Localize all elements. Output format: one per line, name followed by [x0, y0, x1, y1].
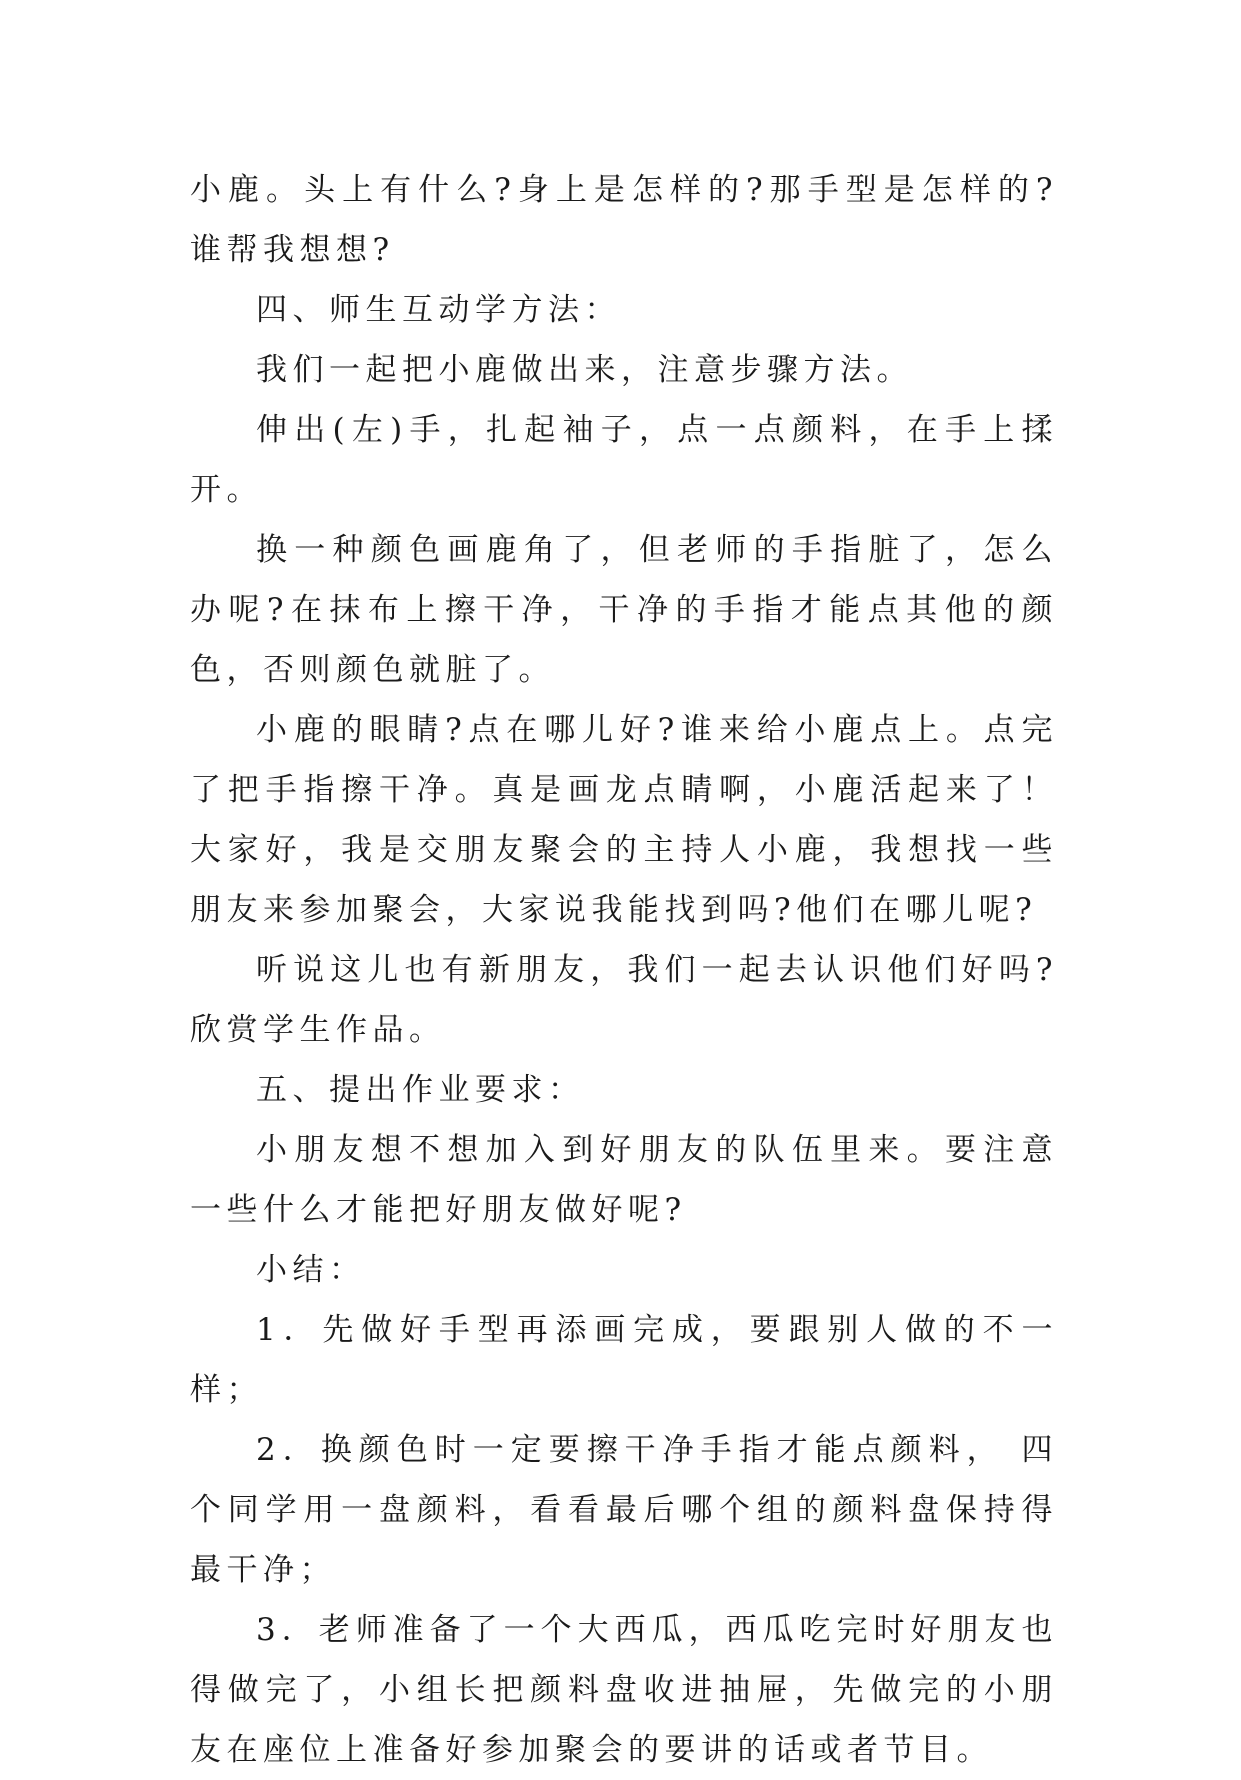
paragraph-10: 小结： — [256, 1252, 366, 1288]
paragraph-4: 伸出(左)手，扎起袖子，点一点颜料，在手上揉开。 — [190, 412, 1058, 508]
paragraph-6: 小鹿的眼睛?点在哪儿好?谁来给小鹿点上。点完了把手指擦干净。真是画龙点睛啊，小鹿活起来了！大家好，我是交朋友聚会的主持人小鹿，我想找一些朋友来参加聚会，大家说我能找到吗?他们在哪儿呢? — [190, 712, 1058, 928]
paragraph-13: 3．老师准备了一个大西瓜，西瓜吃完时好朋友也得做完了，小组长把颜料盘收进抽屉，先做完的小朋友在座位上准备好参加聚会的要讲的话或者节目。 — [190, 1612, 1058, 1768]
paragraph-7: 听说这儿也有新朋友，我们一起去认识他们好吗?欣赏学生作品。 — [190, 952, 1058, 1048]
document-body — [190, 160, 1058, 1780]
paragraph-5: 换一种颜色画鹿角了，但老师的手指脏了，怎么办呢?在抹布上擦干净，干净的手指才能点其他的颜色，否则颜色就脏了。 — [190, 532, 1058, 688]
paragraph-8: 五、提出作业要求： — [256, 1072, 585, 1108]
paragraph-3: 我们一起把小鹿做出来，注意步骤方法。 — [256, 352, 913, 388]
paragraph-11: 1．先做好手型再添画完成，要跟别人做的不一样； — [190, 1312, 1058, 1408]
paragraph-9: 小朋友想不想加入到好朋友的队伍里来。要注意一些什么才能把好朋友做好呢? — [190, 1132, 1058, 1228]
paragraph-1: 小鹿。头上有什么?身上是怎样的?那手型是怎样的?谁帮我想想? — [190, 172, 1058, 268]
paragraph-2: 四、师生互动学方法： — [256, 292, 621, 328]
paragraph-12: 2．换颜色时一定要擦干净手指才能点颜料， 四个同学用一盘颜料，看看最后哪个组的颜料盘保持得最干净； — [190, 1432, 1058, 1588]
